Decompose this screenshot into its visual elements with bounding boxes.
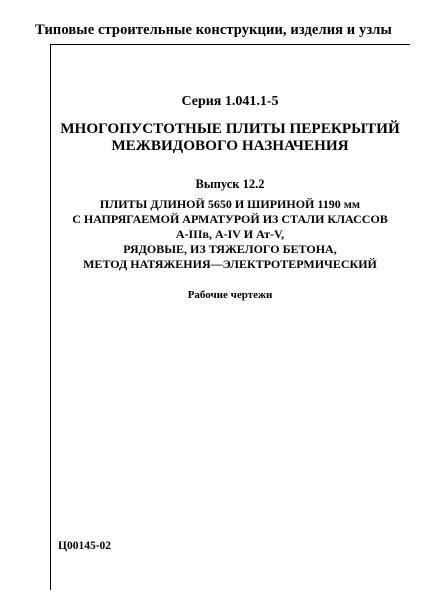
document-header: Типовые строительные конструкции, изделия и узлы bbox=[35, 22, 392, 38]
document-title bbox=[50, 120, 410, 154]
title-line: МЕЖВИДОВОГО НАЗНАЧЕНИЯ bbox=[111, 137, 349, 154]
description-line: РЯДОВЫЕ, ИЗ ТЯЖЕЛОГО БЕТОНА, bbox=[123, 242, 337, 256]
series-number: Серия 1.041.1-5 bbox=[181, 94, 279, 109]
description-line: ПЛИТЫ ДЛИНОЙ 5650 И ШИРИНОЙ 1190 мм bbox=[99, 197, 361, 211]
description-line: С НАПРЯГАЕМОЙ АРМАТУРОЙ ИЗ СТАЛИ КЛАССОВ bbox=[72, 212, 388, 226]
document-description bbox=[50, 197, 410, 272]
description-line: А-IIIв, А-IV И Ат-V, bbox=[175, 227, 285, 241]
issue-number: Выпуск 12.2 bbox=[195, 177, 265, 191]
document-note: Рабочие чертежи bbox=[187, 289, 273, 301]
document-code: Ц00145-02 bbox=[58, 540, 112, 552]
description-line: МЕТОД НАТЯЖЕНИЯ—ЭЛЕКТРОТЕРМИЧЕСКИЙ bbox=[83, 257, 377, 271]
title-line: МНОГОПУСТОТНЫЕ ПЛИТЫ ПЕРЕКРЫТИЙ bbox=[60, 120, 400, 137]
